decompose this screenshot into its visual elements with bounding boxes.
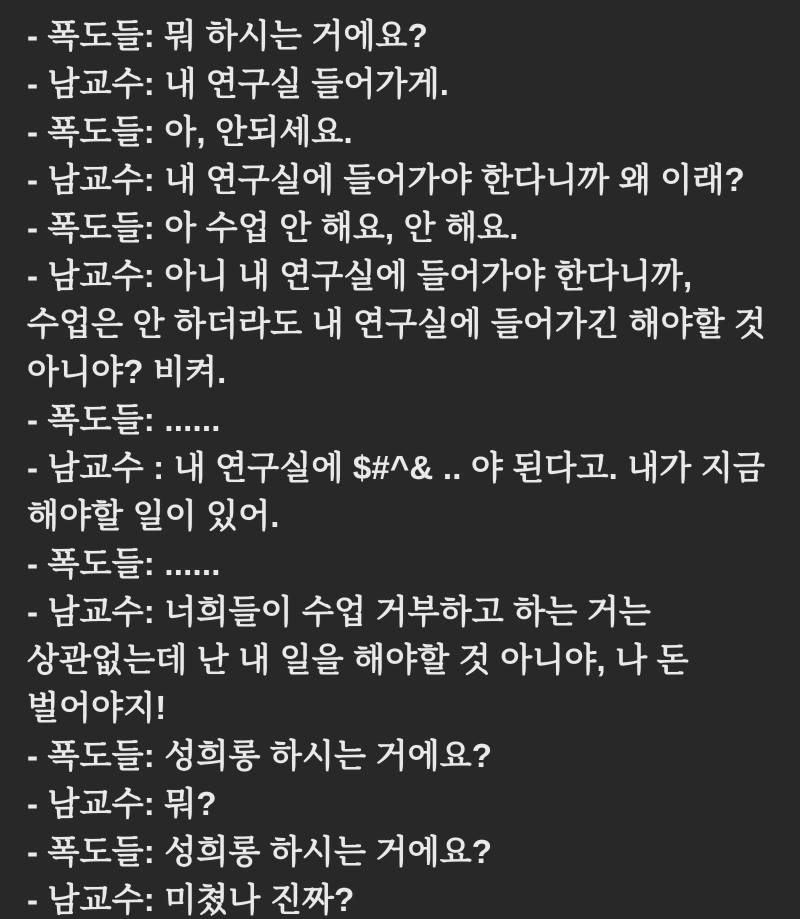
dialogue-line: - 남교수: 내 연구실에 들어가야 한다니까 왜 이래?: [27, 161, 745, 198]
dialogue-line: - 남교수: 뭐?: [27, 785, 217, 822]
dialogue-line: 상관없는데 난 내 일을 해야할 것 아니야, 나 돈: [27, 641, 689, 678]
dialogue-line: 해야할 일이 있어.: [27, 497, 280, 534]
dialogue-transcript: [27, 12, 790, 919]
dialogue-line: 수업은 안 하더라도 내 연구실에 들어가긴 해야할 것: [27, 305, 767, 342]
dialogue-line: - 남교수: 너희들이 수업 거부하고 하는 거는: [27, 593, 651, 630]
dialogue-line: - 폭도들: ......: [27, 545, 221, 582]
dialogue-line: 벌어야지!: [27, 689, 167, 726]
dialogue-line: - 폭도들: ......: [27, 401, 221, 438]
dialogue-line: - 폭도들: 아, 안되세요.: [27, 113, 353, 150]
dialogue-line: - 폭도들: 성희롱 하시는 거에요?: [27, 737, 493, 774]
dialogue-line: - 남교수 : 내 연구실에 $#^& .. 야 된다고. 내가 지금: [27, 449, 766, 486]
dialogue-line: - 폭도들: 아 수업 안 해요, 안 해요.: [27, 209, 519, 246]
dialogue-line: 아니야? 비켜.: [27, 353, 227, 390]
dialogue-line: - 남교수: 미쳤나 진짜?: [27, 881, 355, 918]
dialogue-line: - 남교수: 내 연구실 들어가게.: [27, 65, 450, 102]
dialogue-line: - 폭도들: 뭐 하시는 거에요?: [27, 17, 428, 54]
dialogue-line: - 폭도들: 성희롱 하시는 거에요?: [27, 833, 493, 870]
dialogue-line: - 남교수: 아니 내 연구실에 들어가야 한다니까,: [27, 257, 693, 294]
